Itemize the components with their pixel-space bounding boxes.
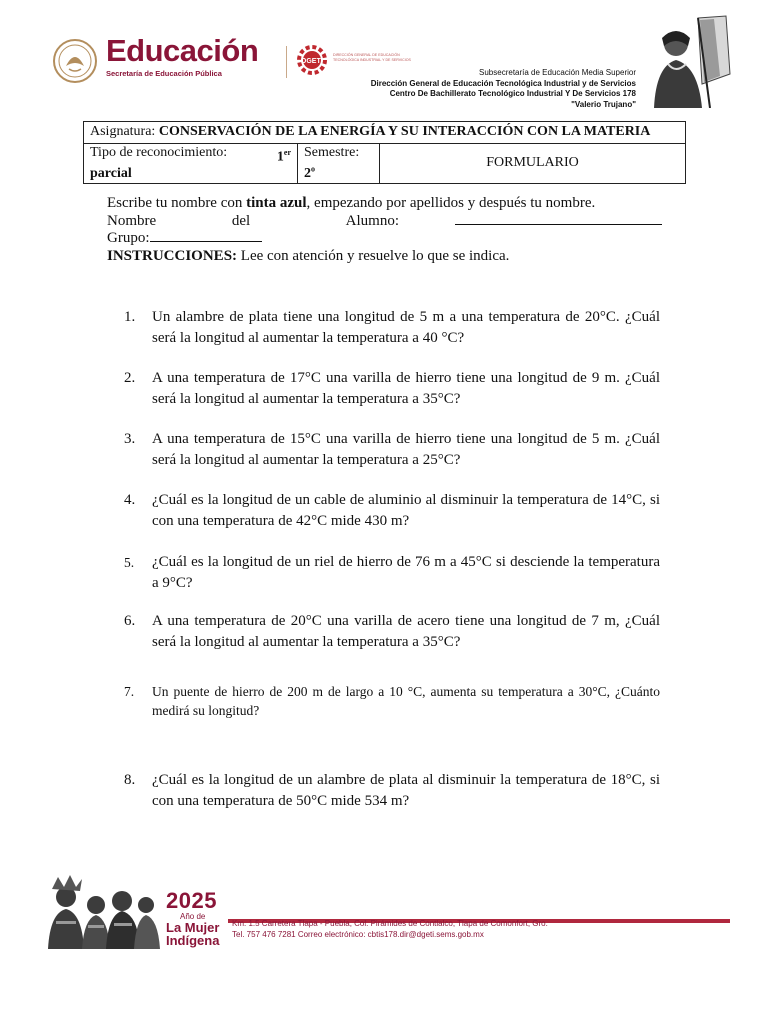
nombre-word: Nombre [107, 212, 157, 229]
year-line-2: La Mujer [166, 920, 220, 935]
group-field[interactable] [107, 230, 662, 248]
intro-block [107, 195, 662, 265]
question-text: ¿Cuál es la longitud de un riel de hierro de 76 m a 45°C si desciende la temperatura a 9°C? [152, 554, 660, 591]
student-name-field[interactable] [107, 213, 662, 231]
question-text: ¿Cuál es la longitud de un alambre de plata al disminuir la temperatura de 18°C, si con una temperatura de 50°C mide 534 m? [152, 772, 660, 809]
instructions-line [107, 248, 662, 266]
group-blank-line[interactable] [150, 230, 262, 242]
intro-text-bold: tinta azul [246, 195, 307, 211]
intro-text-pre: Escribe tu nombre con [107, 195, 247, 211]
year-number: 2025 [166, 888, 217, 913]
list-item [124, 429, 660, 471]
dgeti-gear-label: DGETI [301, 58, 323, 65]
instructions-label: INSTRUCCIONES: [107, 247, 238, 264]
institution-block [371, 68, 636, 110]
header-divider [286, 46, 287, 78]
address-line: Km. 1.5 Carretera Tlapa - Puebla, Col. Pirámides de Contlalco, Tlapa de Comonfort, Gro. [232, 919, 548, 928]
name-blank-line[interactable] [455, 213, 662, 225]
tipo-label: Tipo de reconocimiento: [90, 145, 228, 160]
dgeti-caption: DIRECCIÓN GENERAL DE EDUCACIÓN TECNOLÓGICA INDUSTRIAL Y DE SERVICIOS [333, 53, 411, 62]
del-word: del [231, 212, 251, 229]
question-text: A una temperatura de 17°C una varilla de hierro tiene una longitud de 9 m. ¿Cuál será la longitud al aumentar la temperatura a 35°C? [152, 370, 660, 407]
inst-line-4: "Valerio Trujano" [571, 99, 636, 109]
footer-address [232, 918, 548, 940]
tipo-sup: er [283, 148, 291, 157]
table-row [84, 122, 686, 144]
intro-line [107, 195, 662, 213]
question-text: A una temperatura de 20°C una varilla de acero tiene una longitud de 7 m, ¿Cuál será la longitud al aumentar la temperatura a 35°C? [152, 613, 660, 650]
formulario-cell [380, 144, 686, 184]
asignatura-label: Asignatura: [90, 124, 156, 139]
grupo-label: Grupo: [107, 230, 150, 246]
list-item [124, 368, 660, 410]
list-item [124, 490, 660, 532]
asignatura-cell [84, 122, 686, 144]
tipo-value: parcial [90, 165, 132, 181]
year-logo [166, 890, 219, 947]
semestre-sup: o [311, 164, 315, 173]
semestre-cell [298, 144, 380, 184]
list-item [124, 682, 660, 720]
question-text: A una temperatura de 15°C una varilla de hierro tiene una longitud de 5 m. ¿Cuál será la longitud al aumentar la temperatura a 25°C? [152, 431, 660, 468]
question-number: 7. [124, 684, 135, 699]
table-row [84, 144, 686, 184]
formulario-label: FORMULARIO [486, 155, 579, 171]
semestre-num: 2 [304, 165, 311, 181]
list-item [124, 611, 660, 653]
mexico-seal-icon [52, 38, 98, 84]
tipo-cell [84, 144, 298, 184]
brand-block [106, 34, 258, 79]
question-number: 3. [124, 431, 136, 447]
tipo-num: 1 [276, 149, 284, 165]
question-number: 8. [124, 772, 136, 788]
alumno-word: Alumno: [345, 212, 399, 229]
question-text: ¿Cuál es la longitud de un cable de aluminio al disminuir la temperatura de 14°C, si con una temperatura de 42°C mide 430 m? [152, 492, 660, 529]
course-info-table [83, 121, 686, 184]
intro-text-post: , empezando por apellidos y después tu nombre. [306, 195, 596, 211]
question-number: 2. [124, 370, 136, 386]
dgeti-gear-icon [296, 44, 328, 76]
heroine-flag-illustration [640, 14, 732, 108]
question-number: 5. [124, 555, 135, 570]
question-number: 1. [124, 309, 136, 325]
question-text: Un puente de hierro de 200 m de largo a 10 °C, aumenta su temperatura a 30°C, ¿Cuánto medirá su longitud? [152, 684, 660, 718]
inst-line-2: Dirección General de Educación Tecnológica Industrial y de Servicios [370, 78, 636, 88]
asignatura-value: CONSERVACIÓN DE LA ENERGÍA Y SU INTERACCIÓN CON LA MATERIA [158, 124, 651, 139]
inst-line-3: Centro De Bachillerato Tecnológico Industrial Y De Servicios 178 [389, 89, 636, 99]
contact-line: Tel. 757 476 7281 Correo electrónico: cbtis178.dir@dgeti.sems.gob.mx [232, 930, 484, 939]
year-line-3: Indígena [166, 933, 220, 948]
semestre-label: Semestre: [304, 145, 360, 160]
indigenous-women-illustration [44, 875, 164, 949]
brand-subtitle: Secretaría de Educación Pública [106, 69, 222, 78]
year-line-1: Año de [180, 912, 206, 921]
question-number: 6. [124, 613, 136, 629]
instructions-text: Lee con atención y resuelve lo que se indica. [237, 247, 510, 264]
question-number: 4. [124, 492, 136, 508]
page-header [0, 0, 768, 118]
inst-line-1: Subsecretaría de Educación Media Superior [479, 68, 636, 77]
list-item [124, 307, 660, 349]
question-text: Un alambre de plata tiene una longitud de 5 m a una temperatura de 20°C. ¿Cuál será la longitud al aumentar la temperatura a 40 °C? [152, 309, 660, 346]
brand-title: Educación [106, 33, 259, 68]
list-item [124, 552, 660, 594]
list-item [124, 770, 660, 812]
